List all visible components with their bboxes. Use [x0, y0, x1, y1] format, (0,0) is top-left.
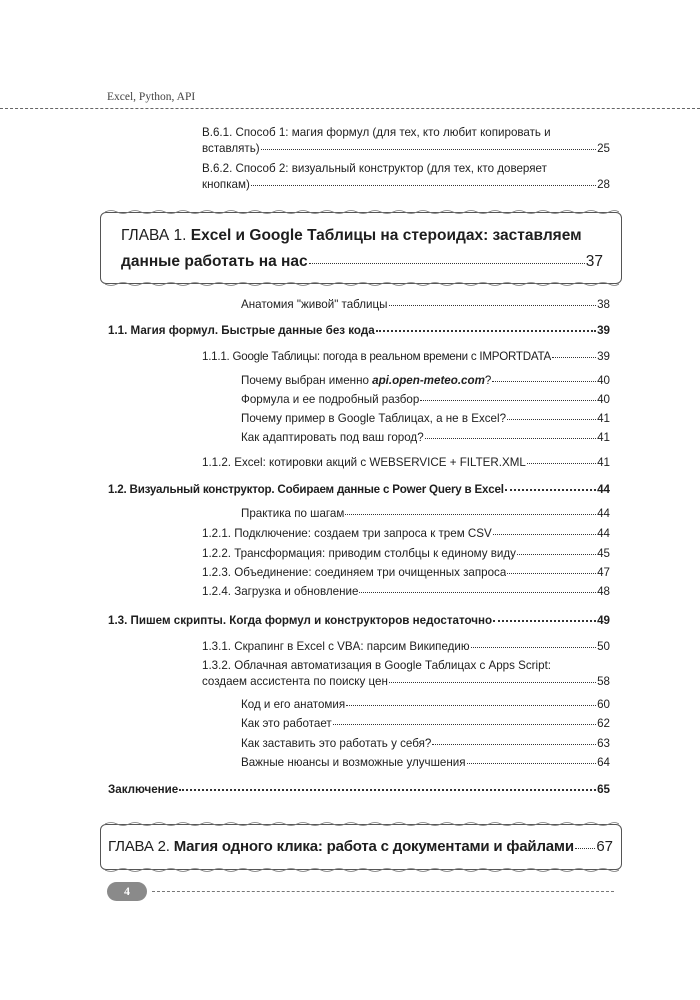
- page-ref: 38: [597, 298, 610, 311]
- toc-entry-practice[interactable]: [241, 506, 610, 522]
- wave-border: [105, 281, 619, 287]
- toc-entry-text: Как адаптировать под ваш город?: [241, 431, 424, 444]
- page-ref: 37: [585, 253, 603, 270]
- page-ref: 40: [597, 393, 610, 406]
- page-ref: 49: [597, 614, 610, 627]
- toc-entry-how-works[interactable]: [241, 716, 610, 732]
- chapter-label: ГЛАВА 1.: [121, 227, 191, 244]
- page-ref: 39: [597, 324, 610, 337]
- dot-leader: [467, 763, 597, 764]
- footer-divider: [152, 891, 614, 892]
- page-ref: 44: [597, 527, 610, 540]
- toc-entry-text: 1.1.2. Excel: котировки акций с WEBSERVICE + FILTER.XML: [202, 456, 526, 469]
- wave-border: [105, 821, 619, 827]
- dot-leader: [389, 682, 596, 683]
- toc-entry-text: кнопкам): [202, 178, 250, 191]
- chapter-heading-text: ГЛАВА 2. Магия одного клика: работа с документами и файлами: [108, 838, 574, 855]
- dot-leader: [333, 724, 596, 725]
- toc-entry-text: 1.2.3. Объединение: соединяем три очищенных запроса: [202, 566, 507, 579]
- toc-entry-text: Заключение: [108, 783, 179, 796]
- toc-entry-text: Почему выбран именно api.open-meteo.com?: [241, 374, 492, 387]
- page-ref: 48: [597, 585, 610, 598]
- page-ref: 60: [597, 698, 610, 711]
- wave-border: [105, 867, 619, 873]
- toc-entry-conclusion[interactable]: [108, 782, 610, 798]
- toc-entry-code-anatomy[interactable]: [241, 697, 610, 713]
- dot-leader: [420, 400, 596, 401]
- toc-entry-b-6-1[interactable]: [202, 125, 610, 157]
- page-ref: 58: [597, 675, 610, 688]
- page-ref: 41: [597, 456, 610, 469]
- toc-entry-nuances[interactable]: [241, 755, 610, 771]
- chapter-title: Excel и Google Таблицы на стероидах: заставляем: [190, 227, 582, 244]
- page-ref: 45: [597, 547, 610, 560]
- chapter-2-box[interactable]: [100, 824, 622, 870]
- page-ref: 50: [597, 640, 610, 653]
- toc-entry-1-2-2[interactable]: [202, 546, 610, 562]
- toc-entry-1-2-4[interactable]: [202, 584, 610, 600]
- toc-entry-1-1[interactable]: [108, 323, 610, 339]
- dot-leader: [389, 305, 597, 306]
- toc-entry-text: 1.1.1. Google Таблицы: погода в реальном времени с IMPORTDATA: [202, 350, 551, 363]
- toc-entry-1-2-1[interactable]: [202, 526, 610, 542]
- dot-leader: [507, 419, 596, 420]
- page-ref: 39: [597, 350, 610, 363]
- dot-leader: [261, 149, 596, 150]
- toc-entry-formula[interactable]: [241, 392, 610, 408]
- toc-entry-1-1-2[interactable]: [202, 455, 610, 471]
- toc-entry-text: Как это работает: [241, 717, 332, 730]
- wave-border: [105, 209, 619, 215]
- toc-entry-1-3-2[interactable]: [202, 658, 610, 690]
- toc-entry-why-google[interactable]: [241, 411, 610, 427]
- toc-entry-text: Формула и ее подробный разбор: [241, 393, 420, 406]
- toc-entry-text: 1.3. Пишем скрипты. Когда формул и конструкторов недостаточно: [108, 614, 493, 627]
- dot-leader: [492, 381, 596, 382]
- toc-entry-text: Анатомия "живой" таблицы: [241, 298, 388, 311]
- toc-entry-1-2-3[interactable]: [202, 565, 610, 581]
- dot-leader: [251, 185, 596, 186]
- page-number-badge: 4: [107, 882, 147, 901]
- toc-entry-adapt-city[interactable]: [241, 430, 610, 446]
- dot-leader: [346, 705, 596, 706]
- dot-leader: [552, 357, 596, 358]
- page-ref: 40: [597, 374, 610, 387]
- chapter-1-heading: [121, 223, 603, 275]
- toc-entry-text: Практика по шагам: [241, 507, 345, 520]
- toc-entry-text: 1.2.4. Загрузка и обновление: [202, 585, 359, 598]
- dot-leader: [376, 330, 596, 332]
- dot-leader: [432, 744, 596, 745]
- toc-entry-why-api[interactable]: [241, 373, 610, 389]
- toc-entry-text: В.6.2. Способ 2: визуальный конструктор (для тех, кто доверяет: [202, 162, 547, 175]
- dot-leader: [179, 789, 596, 791]
- running-head: Excel, Python, API: [107, 91, 196, 103]
- toc-entry-text: 1.3.1. Скрапинг в Excel с VBA: парсим Википедию: [202, 640, 470, 653]
- toc-entry-text: Как заставить это работать у себя?: [241, 737, 432, 750]
- toc-entry-1-1-1[interactable]: [202, 349, 610, 365]
- dot-leader: [493, 534, 596, 535]
- toc-entry-1-3[interactable]: [108, 613, 610, 629]
- dot-leader: [575, 848, 595, 849]
- page-ref: 63: [597, 737, 610, 750]
- toc-entry-text: 1.1. Магия формул. Быстрые данные без кода: [108, 324, 375, 337]
- toc-entry-1-2[interactable]: [108, 482, 610, 498]
- page-ref: 64: [597, 756, 610, 769]
- toc-entry-text: 1.3.2. Облачная автоматизация в Google Таблицах с Apps Script:: [202, 659, 552, 672]
- toc-entry-text: Почему пример в Google Таблицах, а не в Excel?: [241, 412, 507, 425]
- toc-entry-text: Код и его анатомия: [241, 698, 346, 711]
- dot-leader: [493, 620, 596, 622]
- dot-leader: [527, 463, 596, 464]
- dot-leader: [425, 438, 596, 439]
- toc-entry-1-3-1[interactable]: [202, 639, 610, 655]
- page-ref: 41: [597, 412, 610, 425]
- dot-leader: [359, 592, 596, 593]
- page-ref: 44: [597, 483, 610, 496]
- toc-entry-text: 1.2. Визуальный конструктор. Собираем данные с Power Query в Excel: [108, 483, 504, 496]
- page-ref: 67: [596, 838, 613, 855]
- toc-entry-text: Важные нюансы и возможные улучшения: [241, 756, 466, 769]
- page-ref: 65: [597, 783, 610, 796]
- toc-entry-text: 1.2.1. Подключение: создаем три запроса к трем CSV: [202, 527, 492, 540]
- header-divider: [0, 108, 700, 109]
- api-name-emphasis: api.open-meteo.com: [372, 374, 485, 387]
- page-ref: 25: [597, 142, 610, 155]
- toc-entry-text: вставлять): [202, 142, 260, 155]
- dot-leader: [345, 514, 596, 515]
- dot-leader: [507, 573, 596, 574]
- page-ref: 41: [597, 431, 610, 444]
- chapter-1-box[interactable]: [100, 212, 622, 284]
- dot-leader: [517, 554, 596, 555]
- toc-entry-text: создаем ассистента по поиску цен: [202, 675, 388, 688]
- toc-entry-b-6-2[interactable]: [202, 161, 610, 193]
- toc-entry-text: В.6.1. Способ 1: магия формул (для тех, кто любит копировать и: [202, 126, 551, 139]
- toc-entry-text: 1.2.2. Трансформация: приводим столбцы к единому виду: [202, 547, 516, 560]
- dot-leader: [309, 263, 585, 264]
- page-ref: 28: [597, 178, 610, 191]
- chapter-2-heading: [108, 834, 613, 860]
- chapter-title: данные работать на нас: [121, 253, 308, 270]
- page-ref: 44: [597, 507, 610, 520]
- dot-leader: [471, 647, 597, 648]
- page-ref: 47: [597, 566, 610, 579]
- toc-entry-anatomy[interactable]: [241, 297, 610, 313]
- page-ref: 62: [597, 717, 610, 730]
- dot-leader: [505, 489, 596, 491]
- toc-entry-make-work[interactable]: [241, 736, 610, 752]
